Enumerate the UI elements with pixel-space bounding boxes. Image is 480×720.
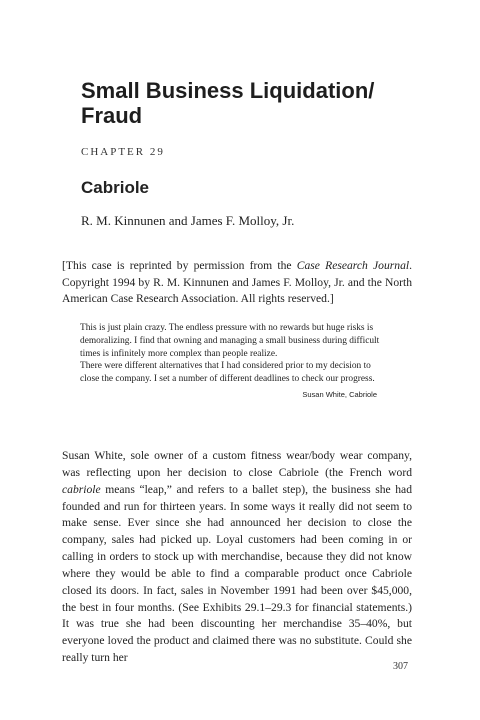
body-text-part2: means “leap,” and refers to a ballet step), the business she had founded and run for thirteen years. In some ways it really did not seem to make sense. Ever since she had announced her decision to close the company, sales had picked up. Loyal customers had been coming in or calling in orders to stock up with merchandise, because they did not know where they would be able to find a comparable product once Cabriole closed its doors. In fact, sales in November 1991 had been over $45,000, the best in four months. (See Exhibits 29.1–29.3 for financial statements.) It was true she had been discounting her merchandise 35–40%, but everyone loved the product and claimed there was no substitute. Could she really turn her [62, 482, 412, 665]
body-text-part1: Susan White, sole owner of a custom fitness wear/body wear company, was reflecting upon her decision to close Cabriole (the French word [62, 449, 412, 479]
body-paragraph [62, 448, 412, 667]
page-number: 307 [393, 661, 408, 672]
epigraph-attribution: Susan White, Cabriole [302, 389, 377, 399]
reprint-note-after: . Copyright 1994 by R. M. Kinnunen and James F. Molloy, Jr. and the North American Case Research Association. All rights reserved.] [62, 259, 412, 305]
reprint-note [62, 258, 412, 308]
epigraph [80, 322, 380, 402]
part-title: Small Business Liquidation/ Fraud [81, 78, 375, 128]
journal-name: Case Research Journal [296, 259, 410, 272]
reprint-note-before: [This case is reprinted by permission from the [62, 259, 297, 272]
case-title: Cabriole [81, 178, 150, 197]
italic-term: cabriole [62, 482, 101, 496]
case-authors: R. M. Kinnunen and James F. Molloy, Jr. [81, 213, 295, 228]
chapter-label: CHAPTER 29 [81, 146, 165, 158]
epigraph-paragraph: There were different alternatives that I had considered prior to my decision to close the company. I set a number of different deadlines to check our progress. [80, 361, 375, 385]
epigraph-paragraph: This is just plain crazy. The endless pressure with no rewards but huge risks is demoralizing. I find that owning and managing a small business during difficult times is infinitely more complex than people realize. [80, 323, 380, 359]
